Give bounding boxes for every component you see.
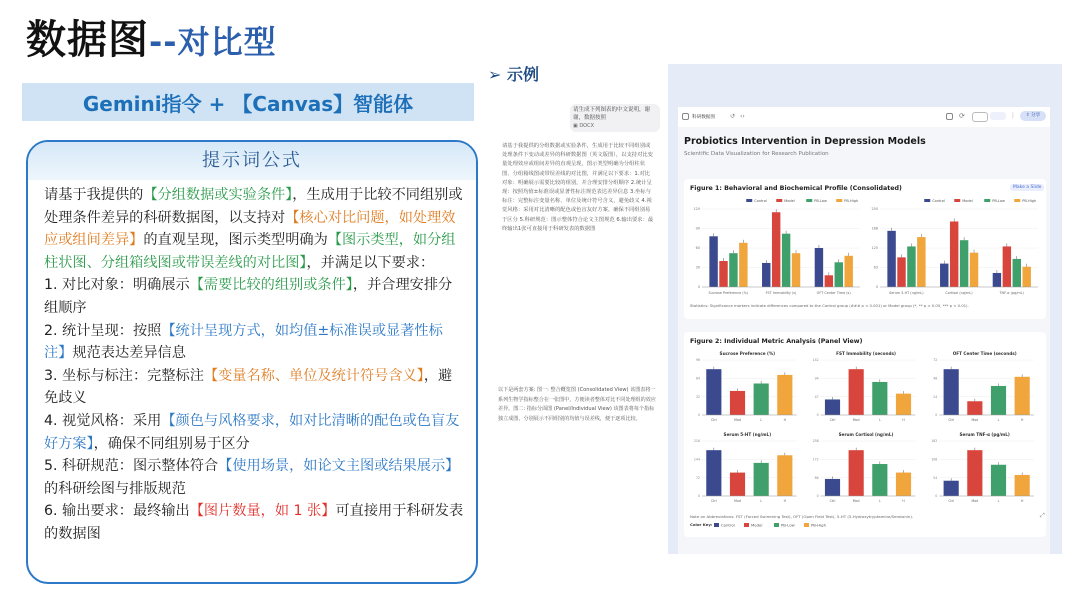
x-tick-label: OFT Center Time (s) [816,291,851,295]
chat-bubble-text: 请生成下列图表的中文说明，谢谢，数据按照 [573,107,651,121]
figure1-panel [684,179,1046,319]
y-tick-label: 96 [695,358,700,363]
bar [849,450,864,496]
prompt-intro-seg-2: ，生成用于比较不同组别或处理条件差异的科研数据图，以支持对 [44,187,463,226]
x-tick-label: Mod [971,499,979,503]
x-tick-label: Ctrl [948,418,955,422]
panel-title: Sucrose Preference (%) [719,351,776,356]
bar [897,257,905,287]
y-tick-label: 86 [814,475,819,480]
prompt-item-4-seg-1: 【颜色与风格要求，如对比清晰的配色或色盲友好方案】 [44,412,460,452]
panel-title: Serum Cortisol (ng/mL) [838,432,894,437]
bar [967,450,982,496]
x-tick-label: Mod [852,418,860,422]
bar [754,383,769,415]
prompt-item-4 [44,410,464,455]
x-tick-label: Cortisol (ng/mL) [945,291,973,295]
bar [896,394,911,415]
y-tick-label: 0 [697,285,700,290]
prompt-item-5-seg-0: 5. 科研规范：图示整体符合 [44,458,219,475]
y-tick-label: 0 [935,413,938,418]
make-slide-button[interactable]: Make a Slide [1010,184,1044,191]
prompt-card [26,140,478,584]
canvas-doc-name: 科研数据图 [692,115,715,120]
y-tick-label: 0 [697,413,700,418]
bar [792,253,800,287]
bar [754,463,769,496]
x-tick-label: Ctrl [829,418,836,422]
y-tick-label: 162 [931,439,938,444]
x-tick-label: Sucrose Preference (%) [708,291,749,295]
bar [706,450,721,496]
bar [815,248,823,287]
panel-title: Serum 5-HT (ng/mL) [723,432,772,437]
bar [782,234,790,287]
chat-file-label: DOCX [579,123,595,129]
chat-user-bubble [570,104,660,132]
key-label: PB-Low [781,522,795,528]
prompt-item-1 [44,274,464,319]
y-tick-label: 120 [693,207,700,212]
y-tick-label: 188 [871,226,878,231]
y-tick-label: 144 [693,457,700,462]
figure1-left-chart [688,197,864,297]
prompt-item-2-seg-1: 【统计呈现方式，如均值±标准误或显著性标注】 [44,322,443,362]
y-tick-label: 94 [814,376,819,381]
bar [825,479,840,496]
bar [777,375,792,415]
prompt-item-3-seg-2: ，避免歧义 [44,367,453,407]
prompt-card-body [44,184,464,546]
canvas-title: Probiotics Intervention in Depression Models [684,136,926,147]
key-swatch [804,523,809,527]
expand-icon[interactable]: ⤢ [1040,512,1045,519]
share-button[interactable]: ⇪ 分享 [1020,111,1046,121]
doc-icon [682,113,689,120]
bar [896,473,911,496]
x-tick-label: L [760,418,763,422]
prompt-intro-seg-0: 请基于我提供的 [44,187,144,203]
legend-swatch [954,199,960,202]
bar [887,231,895,287]
x-tick-label: L [997,418,1000,422]
prompt-intro-seg-1: 【分组数据或实验条件】 [143,187,293,203]
bar [991,465,1006,496]
legend-swatch [1014,199,1020,202]
prompt-item-5 [44,455,464,500]
prompt-item-5-seg-1: 【使用场景，如论文主图或结果展示】 [218,458,460,475]
share-label: 分享 [1031,113,1041,118]
bar [1013,259,1021,287]
legend-swatch [924,199,930,202]
view-icon[interactable] [946,113,953,120]
prompt-item-2 [44,320,464,365]
key-swatch [744,523,749,527]
refresh-icon[interactable]: ⟳ [959,112,965,120]
x-tick-label: Mod [734,418,741,422]
bar [825,399,840,415]
prompt-intro-seg-6: ，并满足以下要求： [306,254,435,271]
example-heading: ➢ 示例 [488,65,539,84]
chat-screenshot [494,98,664,558]
y-tick-label: 30 [695,265,700,270]
bar [730,473,745,496]
prompt-intro-seg-4: 的直观呈现，图示类型明确为 [143,232,328,249]
bar [730,391,745,415]
legend-swatch [746,199,752,202]
bar [940,264,948,287]
legend-swatch [836,199,842,202]
slide-title [26,8,277,65]
prompt-intro-seg-5: 【图示类型，如分组柱状图、分组箱线图或带误差线的对比图】 [44,232,456,271]
preview-toggle[interactable] [990,112,1006,120]
x-tick-label: Mod [852,499,860,503]
canvas-subtitle: Scientific Data Visualization for Research Publication [684,151,829,157]
figure1-note: Statistics: Significance markers indicate differences compared to the Control group (### p < 0.001) or Model group (*, ** p < 0.05, *** p < 0.01). [690,303,969,308]
legend-swatch [776,199,782,202]
history-icon[interactable]: ↺ [730,113,736,120]
mode-toggle[interactable] [972,112,988,122]
x-tick-label: Ctrl [948,499,955,503]
y-tick-label: 0 [816,413,819,418]
bar [739,243,747,287]
prompt-item-1-seg-0: 1. 对比对象：明确展示 [44,277,190,294]
key-label: Model [751,522,763,528]
figure2-charts [688,348,1044,510]
y-tick-label: 172 [812,457,819,462]
x-tick-label: L [878,499,881,503]
prompt-item-6-seg-1: 【图片数量，如 1 张】 [189,503,336,520]
prompt-intro-seg-3: 【核心对比问题，如处理效应或组间差异】 [44,209,456,249]
x-tick-label: Mod [971,418,979,422]
y-tick-label: 64 [695,376,700,381]
prompt-card-heading: 提示词公式 [28,142,476,180]
prompt-item-3-seg-1: 【变量名称、单位及统计符号含义】 [203,367,424,384]
key-label: PB-High [811,522,826,528]
bar [777,455,792,496]
prompt-item-6-seg-2: 可直接用于科研发表的数据图 [44,503,464,542]
prompt-item-1-seg-1: 【需要比较的组别或条件】 [189,277,353,294]
panel-title: OFT Center Time (seconds) [952,351,1017,356]
bar [917,237,925,287]
panel-title: Serum TNF-α (pg/mL) [959,432,1010,437]
x-tick-label: Ctrl [710,418,717,422]
slide-title-suffix: --对比型 [149,23,277,61]
canvas-toolbar [678,107,1050,128]
legend-swatch [984,199,990,202]
bar [849,369,864,415]
bar [844,256,852,287]
bar [719,261,727,287]
y-tick-label: 60 [695,246,700,251]
bar [960,240,968,287]
bar [950,221,958,287]
bar [709,236,717,287]
bar [1003,246,1011,287]
legend-label: PB-High [844,199,859,203]
key-swatch [774,523,779,527]
x-tick-label: FST Immobility (s) [765,291,797,295]
legend-label: PB-Low [814,199,827,203]
legend-label: Control [754,199,767,203]
key-swatch [714,523,719,527]
y-tick-label: 63 [873,265,878,270]
x-tick-label: L [997,499,1000,503]
bar [1015,377,1030,415]
more-icon[interactable]: ⋮ [1010,112,1016,119]
bar [967,401,982,415]
y-tick-label: 72 [933,358,938,363]
x-tick-label: H [783,499,787,503]
prompt-item-6 [44,500,464,545]
y-tick-label: 90 [695,226,700,231]
figure1-right-chart [866,197,1042,297]
x-tick-label: TNF-α (pg/mL) [999,291,1024,295]
y-tick-label: 24 [933,394,938,399]
gemini-canvas-banner: Gemini指令 + 【Canvas】智能体 [22,83,474,121]
y-tick-label: 0 [935,494,938,499]
y-tick-label: 250 [871,207,878,212]
prompt-item-6-seg-0: 6. 输出要求：最终输出 [44,503,190,520]
x-tick-label: H [902,499,905,503]
figure2-color-key: Color Key: [690,522,713,527]
bar [993,273,1001,287]
y-tick-label: 0 [816,494,819,499]
y-tick-label: 54 [933,475,938,480]
bar [1022,267,1030,287]
bar [706,369,721,415]
bar [944,481,959,496]
legend-label: Model [962,199,973,203]
y-tick-label: 108 [931,457,938,462]
bar [944,369,959,415]
bar [772,212,780,287]
bar [991,386,1006,415]
y-tick-label: 0 [875,285,878,290]
chat-bubble-file[interactable]: ▣ DOCX [573,123,595,129]
code-icon[interactable]: ‹› [740,113,745,120]
prompt-item-1-seg-2: ，并合理安排分组顺序 [44,277,453,316]
y-tick-label: 258 [812,439,819,444]
legend-label: Control [932,199,945,203]
x-tick-label: L [878,418,881,422]
prompt-intro [44,184,464,274]
x-tick-label: Ctrl [710,499,717,503]
prompt-item-3 [44,365,464,410]
bar [762,263,770,287]
key-label: Control [721,522,735,528]
prompt-item-5-seg-2: 的科研绘图与排版规范 [44,480,186,497]
x-tick-label: Ctrl [829,499,836,503]
bar [729,253,737,287]
x-tick-label: Mod [734,499,741,503]
bar [1015,475,1030,496]
figure2-title: Figure 2: Individual Metric Analysis (Panel View) [690,338,863,345]
bar [835,262,843,287]
legend-label: Model [784,199,795,203]
y-tick-label: 216 [693,439,700,444]
prompt-item-4-seg-0: 4. 视觉风格：采用 [44,412,162,429]
x-tick-label: H [1020,499,1024,503]
prompt-item-4-seg-2: ，确保不同组别易于区分 [93,435,250,452]
panel-title: FST Immobility (seconds) [836,351,896,356]
x-tick-label: Serum 5-HT (ng/mL) [889,291,924,295]
y-tick-label: 47 [814,394,819,399]
y-tick-label: 125 [871,246,878,251]
figure2-color-key-swatches [714,521,854,529]
bar [907,246,915,287]
figure1-title: Figure 1: Behavioral and Biochemical Profile (Consolidated) [690,185,902,192]
prompt-item-2-seg-2: 规范表达差异信息 [72,345,186,362]
slide-title-main: 数据图 [26,17,149,63]
x-tick-label: H [783,418,787,422]
y-tick-label: 142 [812,358,819,363]
y-tick-label: 32 [695,394,700,399]
y-tick-label: 0 [697,494,700,499]
prompt-item-3-seg-0: 3. 坐标与标注：完整标注 [44,367,204,384]
figure2-panel [684,332,1046,537]
bar [970,253,978,287]
prompt-item-2-seg-0: 2. 统计呈现：按照 [44,322,162,339]
legend-label: PB-Low [992,199,1005,203]
y-tick-label: 72 [695,475,700,480]
bar [872,464,887,496]
x-tick-label: H [902,418,905,422]
bar [872,382,887,415]
legend-swatch [806,199,812,202]
figure2-note: Note on Abbreviations: FST (Forced Swimming Test), OFT (Open Field Test), 5-HT (5-Hydroxytryptamine/Serotonin). [690,514,914,519]
y-tick-label: 48 [933,376,938,381]
x-tick-label: H [1020,418,1024,422]
prompt-items [44,274,464,545]
chat-response-text: 以下是两套方案: 图一: 整合概览图 (Consolidated View) 该图表将一系列生物学指标整合在一张图中，方便读者整体对比不同处理组的效应差异。图二: 指标分面图 (Panel/Individual View) 该图表将每个指标独立成图，分别展示不同组别的均值与误差线，便于逐项比较。 [498,387,656,422]
canvas-screenshot [668,64,1062,554]
x-tick-label: L [760,499,763,503]
bar [825,275,833,287]
chat-prompt-text: 请基于我提供的分组数据或实验条件，生成用于比较不同组别或处理条件下变动或差异的科研数据图（英文版图），以支持对比变量处理效应或组间差异的直观呈现，图示类型明确为分组柱状图、分组箱线图或带误差线的对比图，并满足以下要求：1.对比对象：明确展示需要比较的组别，并合理安排分组顺序 2.统计呈现：按照均值±标准误或显著性标注规范表达差异信息 3.坐标与标注：完整标注变量名称、单位及统计符号含义，避免歧义 4.视觉风格：采用对比清晰的配色或色盲友好方案，确保不同组别易于区分 5.科研规范：图示整体符合论文主图规范 6.输出要求：最终输出1张可直接用于科研发表的数据图 [502,143,654,232]
legend-label: PB-High [1022,199,1037,203]
